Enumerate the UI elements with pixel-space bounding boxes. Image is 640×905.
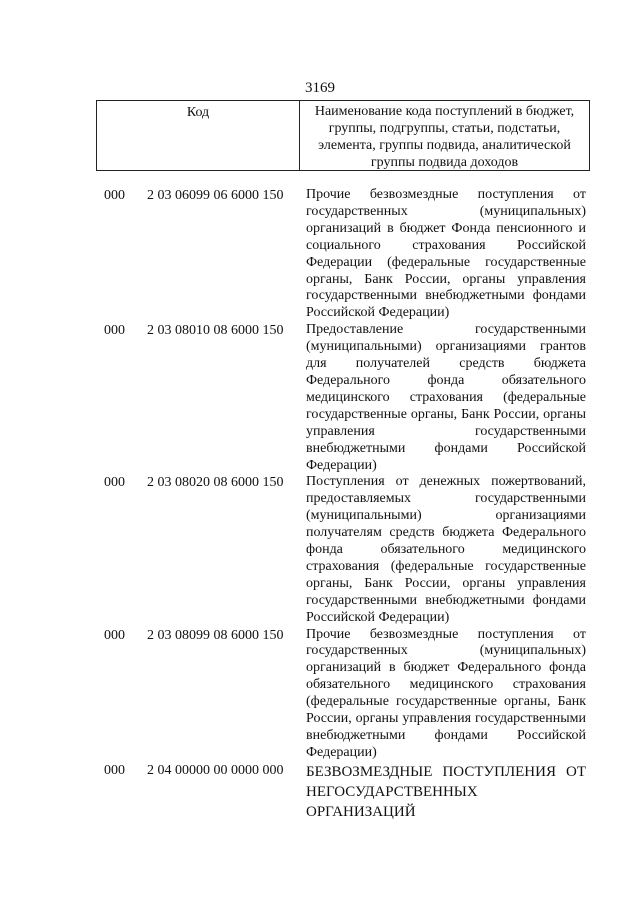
income-code: 2 04 00000 00 0000 000	[147, 762, 284, 778]
admin-code: 000	[104, 188, 125, 203]
income-description: Предоставление государственными (муниципальными) организациями грантов для получателей средств бюджета Федерального фонда обязательного медицинского страхования (федеральные государственные органы, Банк России, органы управления государственными внебюджетными фондами Российской Федерации)	[306, 322, 586, 473]
table-body	[0, 187, 640, 822]
income-code: 2 03 06099 06 6000 150	[147, 188, 284, 203]
admin-code: 000	[104, 323, 125, 339]
admin-code: 000	[104, 762, 125, 778]
table-row	[0, 762, 640, 822]
page-number: 3169	[305, 80, 335, 96]
admin-code: 000	[104, 627, 125, 643]
income-code: 2 03 08010 08 6000 150	[147, 323, 284, 339]
income-description: Прочие безвозмездные поступления от государственных (муниципальных) организаций в бюджет Фонда пенсионного и социального страхования Российской Федерации (федеральные государственные органы, Банк России, органы управления государственными внебюджетными фондами Российской Федерации)	[306, 187, 586, 321]
income-description: БЕЗВОЗМЕЗДНЫЕ ПОСТУПЛЕНИЯ ОТ НЕГОСУДАРСТВЕННЫХ ОРГАНИЗАЦИЙ	[306, 763, 586, 820]
income-code: 2 03 08099 08 6000 150	[147, 627, 284, 643]
income-description: Поступления от денежных пожертвований, предоставляемых государственными (муниципальными) организациями получателям средств бюджета Федерального фонда обязательного медицинского страхования (федеральные государственные органы, Банк России, органы управления государственными внебюджетными фондами Российской Федерации)	[306, 474, 586, 625]
header-code-label: Код	[97, 101, 300, 170]
table-row	[0, 474, 640, 626]
income-description: Прочие безвозмездные поступления от государственных (муниципальных) организаций в бюджет Федерального фонда обязательного медицинского страхования (федеральные государственные органы, Банк России, органы управления государственными внебюджетными фондами Российской Федерации)	[306, 626, 586, 760]
admin-code: 000	[104, 475, 125, 491]
table-row	[0, 187, 640, 322]
header-name-label: Наименование кода поступлений в бюджет, группы, подгруппы, статьи, подстатьи, элемента, группы подвида, аналитической группы подвида доходов	[314, 104, 575, 170]
table-header	[96, 100, 590, 171]
table-row	[0, 627, 640, 762]
income-code: 2 03 08020 08 6000 150	[147, 475, 284, 491]
table-row	[0, 322, 640, 474]
